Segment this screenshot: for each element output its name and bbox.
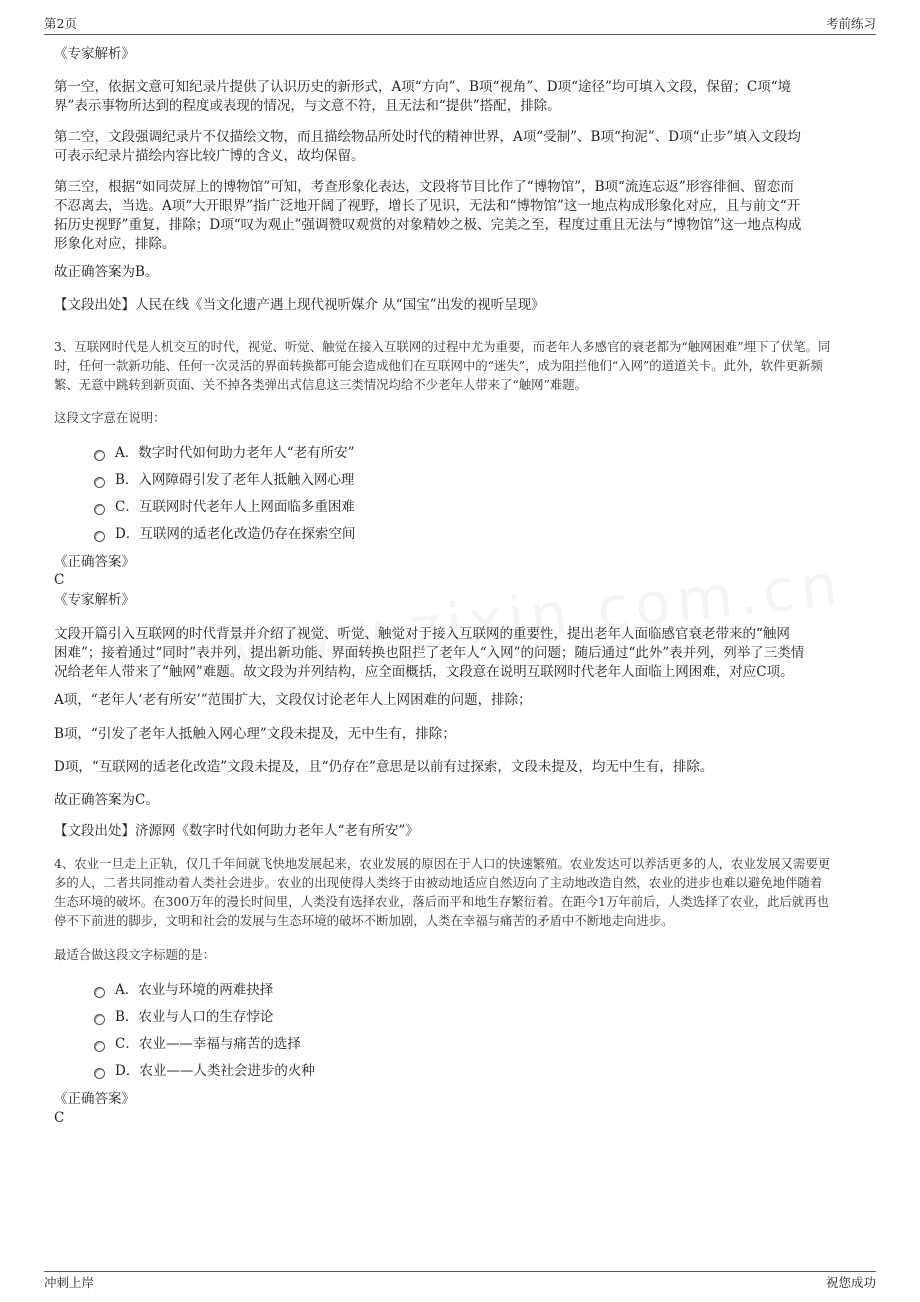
page-header (44, 12, 876, 35)
q4-question: 最适合做这段文字标题的是： (54, 947, 216, 962)
page-number: 第2页 (44, 16, 77, 31)
q4-option-a[interactable]: A．农业与环境的两难抉择 (94, 980, 273, 1000)
radio-icon[interactable] (94, 477, 105, 488)
q4-answer: C (54, 1110, 65, 1126)
q3-analysis-para3: B项，“引发了老年人抵触入网心理”文段未提及，无中生有，排除； (54, 726, 456, 742)
footer-left: 冲刺上岸 (44, 1275, 95, 1290)
q3-answer-heading: 《正确答案》 (54, 554, 135, 570)
q4-option-b[interactable]: B．农业与人口的生存悖论 (94, 1007, 273, 1027)
q3-option-a[interactable]: A．数字时代如何助力老年人“老有所安” (94, 443, 355, 463)
q2-analysis-para2: 第二空，文段强调纪录片不仅描绘文物，而且描绘物品所处时代的精神世界，A项“受制”、B项“拘泥”、D项“止步”填入文段均 可表示纪录片描绘内容比较广博的含义，故均保留。 (54, 129, 801, 164)
radio-icon[interactable] (94, 504, 105, 515)
q3-answer: C (54, 572, 65, 588)
q4-stem: 4、农业一旦走上正轨，仅几千年间就飞快地发展起来，农业发展的原因在于人口的快速繁殖。农业发达可以养活更多的人，农业发展又需要更 多的人，二者共同推动着人类社会进步。农业的出现使得人类终于由被动地适应自然迈向了主动地改造自然，农业的进步也难以避免地伴随着 生态环境的破坏。在300万年的漫长时间里，人类没有选择农业，落后而平和地生存繁衍着。在距今1万年前后，人类选择了农业，此后就再也 停不下前进的脚步，文明和社会的发展与生态环境的破坏不断加剧，人类在幸福与痛苦的矛盾中不断地走向进步。 (54, 856, 831, 928)
q3-analysis-para4: D项，“互联网的适老化改造”文段未提及，且“仍存在”意思是以前有过探索，文段未提及，均无中生有，排除。 (54, 759, 714, 775)
q4-answer-heading: 《正确答案》 (54, 1091, 135, 1107)
radio-icon[interactable] (94, 450, 105, 461)
q3-conclusion: 故正确答案为C。 (54, 792, 159, 808)
q3-analysis-heading: 《专家解析》 (54, 592, 135, 608)
radio-icon[interactable] (94, 1014, 105, 1025)
q2-source: 【文段出处】人民在线《当文化遗产遇上现代视听媒介 从“国宝”出发的视听呈现》 (54, 297, 545, 313)
radio-icon[interactable] (94, 1041, 105, 1052)
q3-option-c[interactable]: C．互联网时代老年人上网面临多重困难 (94, 497, 355, 517)
radio-icon[interactable] (94, 1068, 105, 1079)
q3-option-d[interactable]: D．互联网的适老化改造仍存在探索空间 (94, 524, 355, 544)
q3-analysis-para2: A项，“老年人‘老有所安’”范围扩大，文段仅讨论老年人上网困难的问题，排除； (54, 692, 532, 708)
q3-analysis-para1: 文段开篇引入互联网的时代背景并介绍了视觉、听觉、触觉对于接入互联网的重要性，提出老年人面临感官衰老带来的“触网 困难”；接着通过“同时”表并列，提出新功能、界面转换也阻拦了老年人“入网”的问题；随后通过“此外”表并列，列举了三类情 况给老年人带来了“触网”难题。故文段为并列结构，应全面概括，文段意在说明互联网时代老年人面临上网困难，对应C项。 (54, 626, 805, 680)
q3-option-b[interactable]: B．入网障碍引发了老年人抵触入网心理 (94, 470, 354, 490)
q3-stem: 3、互联网时代是人机交互的时代，视觉、听觉、触觉在接入互联网的过程中尤为重要，而老年人多感官的衰老都为“触网困难”埋下了伏笔。同 时，任何一款新功能、任何一次灵活的界面转换都可能会造成他们在互联网中的“迷失”，成为阻拦他们“入网”的道道关卡。此外，软件更新频 繁、无意中跳转到新页面、关不掉各类弹出式信息这三类情况均给不少老年人带来了“触网”难题。 (54, 339, 831, 392)
q4-option-d[interactable]: D．农业——人类社会进步的火种 (94, 1061, 315, 1081)
q4-option-c[interactable]: C．农业——幸福与痛苦的选择 (94, 1034, 301, 1054)
header-title: 考前练习 (825, 16, 876, 31)
footer-right: 祝您成功 (825, 1275, 876, 1290)
radio-icon[interactable] (94, 531, 105, 542)
q3-question: 这段文字意在说明： (54, 410, 166, 425)
q2-analysis-heading: 《专家解析》 (54, 46, 135, 62)
page-footer (44, 1271, 876, 1293)
q2-analysis-para1: 第一空，依据文意可知纪录片提供了认识历史的新形式，A项“方向”、B项“视角”、D项“途径”均可填入文段，保留；C项“境 界”表示事物所达到的程度或表现的情况，与文意不符，且无法和“提供”搭配，排除。 (54, 79, 792, 114)
radio-icon[interactable] (94, 987, 105, 998)
q2-conclusion: 故正确答案为B。 (54, 264, 159, 280)
q2-analysis-para3: 第三空，根据“如同荧屏上的博物馆”可知，考查形象化表达，文段将节目比作了“博物馆”，B项“流连忘返”形容徘徊、留恋而 不忍离去，当选。A项“大开眼界”指广泛地开阔了视野，增长了见识，无法和“博物馆”这一地点构成形象化对应，且与前文“开 拓历史视野”重复，排除；D项“叹为观止”强调赞叹观赏的对象精妙之极、完美之至，程度过重且无法与“博物馆”这一地点构成 形象化对应，排除。 (54, 179, 802, 252)
q3-source: 【文段出处】济源网《数字时代如何助力老年人“老有所安”》 (54, 823, 419, 839)
